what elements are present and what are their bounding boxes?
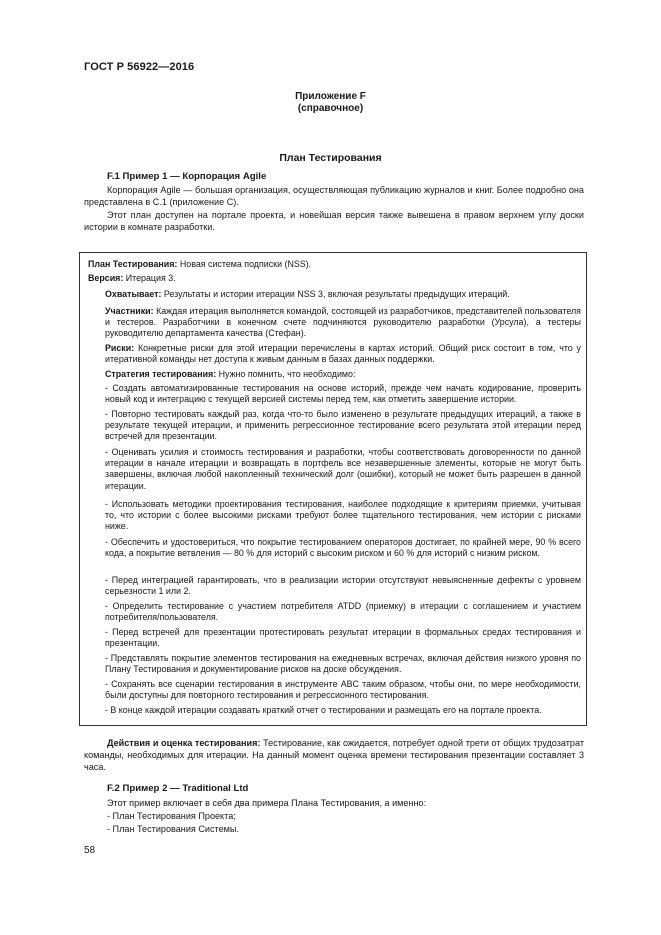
page-number: 58 [84,845,96,856]
box-version-label: Версия: [88,273,124,283]
paragraph-agile-intro [84,184,584,208]
box-strategy-label: Стратегия тестирования: [105,369,217,379]
strategy-item: - Перед встречей для презентации протестировать результат итерации в формальных средах тестирования и презентации. [105,627,581,649]
box-covers [105,289,581,300]
standard-number: ГОСТ Р 56922—2016 [84,61,195,73]
strategy-item: - Определить тестирование с участием потребителя ATDD (приемку) в итерации с соглашением и участием потребителя/пользователя. [105,601,581,623]
strategy-item: - Обеспечить и удостовериться, что покрытие тестированием операторов достигает, по крайней мере, 90 % всего кода, а покрытие ветвления — 80 % для историй с высоким риском и 60 % для историй с низким риском. [105,537,581,559]
box-covers-label: Охватывает: [105,289,162,299]
strategy-item: - Использовать методики проектирования тестирования, наиболее подходящие к критериям приемки, учитывая то, что истории с более высокими рисками требуют более тщательного тестирования, чем истории с рисками ниже. [105,499,581,532]
strategy-item: - Повторно тестировать каждый раз, когда что-то было изменено в результате предыдущих итераций, а также в результате текущей итерации, и применить регрессионное тестирование всего результата этой итерации перед встречей для презентации. [105,409,581,442]
box-plan-line [88,259,580,270]
paragraph-agile-intro-text: Корпорация Agile — большая организация, осуществляющая публикацию журналов и книг. Более подробно она представлена в С.1 (приложение С). [84,185,584,207]
box-participants-text: Каждая итерация выполняется командой, состоящей из разработчиков, представителей пользователя и тестеров. Разработчики в конечном счете подчиняются руководителю разработки (Урсула), а тестеры руководителю департамента качества (Стефан). [105,306,581,339]
strategy-item: - В конце каждой итерации создавать краткий отчет о тестировании и размещать его на портале проекта. [105,705,542,715]
section-heading-f1: F.1 Пример 1 — Корпорация Agile [107,171,267,182]
box-strategy [105,369,581,380]
box-version-line [88,273,580,284]
strategy-item: - Сохранять все сценарии тестирования в инструменте ABC таким образом, чтобы они, по мере необходимости, были доступны для повторного тестирования и регрессионного тестирования. [105,679,581,701]
section2-intro: Этот пример включает в себя два примера Плана Тестирования, а именно: [107,798,427,808]
plan-title: План Тестирования [279,152,382,164]
box-risks [105,343,581,365]
box-plan-label: План Тестирования: [88,259,178,269]
box-participants [105,306,581,340]
paragraph-actions-estimate [84,737,584,773]
actions-label: Действия и оценка тестирования: [107,738,261,748]
strategy-item: - Оценивать усилия и стоимость тестирования и разработки, чтобы соответствовать договоренности по данной итерации в начале итерации и возвращать в портфель все незавершенные элементы, которые не могут быть завершены, включая любой накопленный технический долг (ошибки), который не может быть разрешен в данной итерации. [105,447,581,491]
paragraph-plan-location-text: Этот план доступен на портале проекта, и новейшая версия также вывешена в правом верхнем углу доски истории в комнате разработки. [84,210,584,232]
box-strategy-text: Нужно помнить, что необходимо: [216,369,356,379]
box-participants-label: Участники: [105,306,154,316]
actions-text: Тестирование, как ожидается, потребует одной трети от общих трудозатрат команды, необходимых для итерации. На данный момент оценка времени тестирования презентации составляет 3 часа. [84,738,584,772]
paragraph-plan-location [84,209,584,233]
list-item: - План Тестирования Проекта; [107,811,236,821]
test-plan-box [79,252,587,726]
annex-subtitle: (справочное) [297,103,364,114]
annex-title: Приложение F [295,91,366,102]
strategy-item: - Перед интеграцией гарантировать, что в реализации истории отсутствуют невыясненные дефекты с уровнем серьезности 1 или 2. [105,575,581,597]
box-plan-text: Новая система подписки (NSS). [177,259,312,269]
list-item: - План Тестирования Системы. [107,824,239,834]
strategy-item: - Создать автоматизированные тестирования на основе историй, прежде чем начать кодирование, проверить новый код и интеграцию с текущей версией системы перед тем, как отметить завершение истории. [105,383,581,405]
box-version-text: Итерация 3. [123,273,176,283]
strategy-item: - Представлять покрытие элементов тестирования на ежедневных встречах, включая действия низкого уровня по Плану Тестирования и документирование рисков на доске обсуждения. [105,653,581,675]
box-risks-text: Конкретные риски для этой итерации перечислены в картах историй. Общий риск состоит в том, что у итеративной команды нет доступа к живым данным в базах данных поддержки. [105,343,581,365]
section-heading-f2: F.2 Пример 2 — Traditional Ltd [107,783,249,794]
box-risks-label: Риски: [105,343,135,353]
box-covers-text: Результаты и истории итерации NSS 3, включая результаты предыдущих итераций. [161,289,510,299]
